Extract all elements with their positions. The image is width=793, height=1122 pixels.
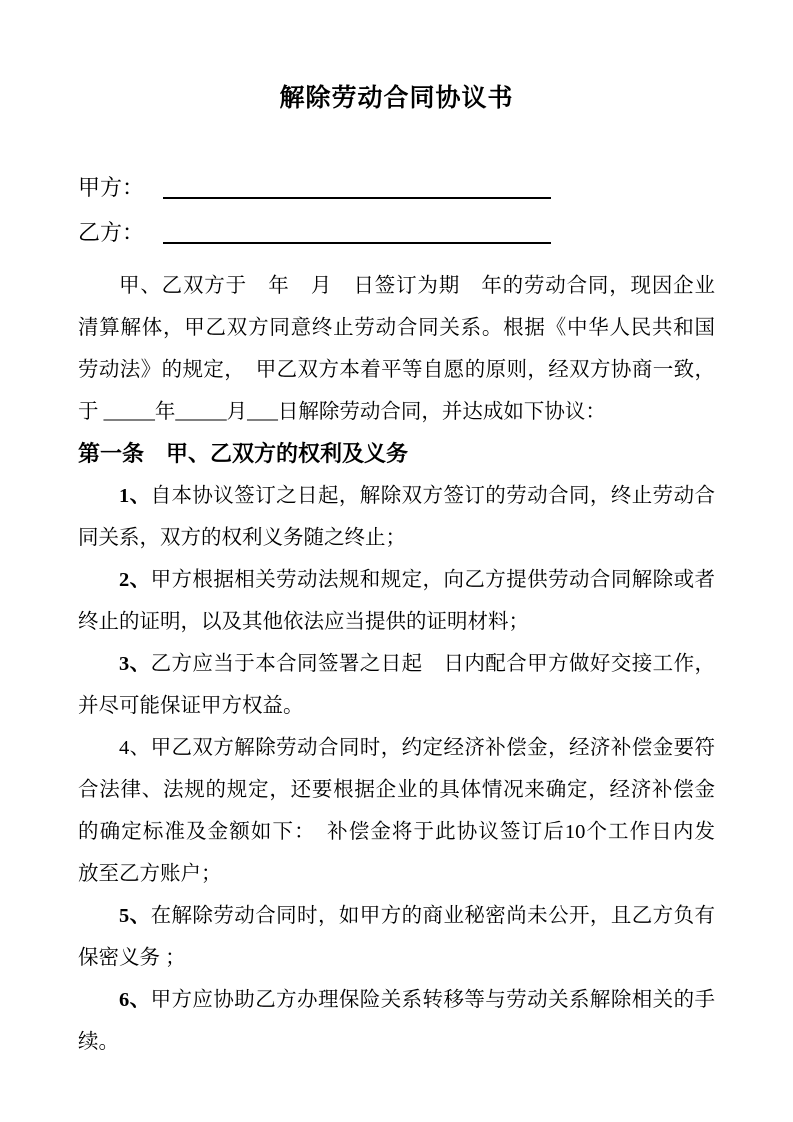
document-line: 5、在解除劳动合同时，如甲方的商业秘密尚未公开，且乙方负有: [119, 905, 716, 927]
party-b-label: 乙方：: [78, 220, 145, 245]
document-body: [78, 265, 715, 1063]
party-b-blank-line: [163, 220, 551, 244]
document-line: 于 _____年_____月___日解除劳动合同，并达成如下协议：: [78, 401, 606, 423]
document-line: 清算解体，甲乙双方同意终止劳动合同关系。根据《中华人民共和国: [78, 317, 715, 339]
document-line: 甲、乙双方于 年 月 日签订为期 年的劳动合同，现因企业: [119, 275, 715, 297]
document-line: 2、甲方根据相关劳动法规和规定，向乙方提供劳动合同解除或者: [119, 569, 716, 591]
document-line: 放至乙方账户；: [78, 863, 222, 885]
item-number: 5、: [119, 905, 151, 927]
document-line: 1、自本协议签订之日起，解除双方签订的劳动合同，终止劳动合: [119, 485, 716, 507]
item-number: 4、: [119, 737, 151, 759]
document-title: 解除劳动合同协议书: [279, 85, 514, 112]
party-a-blank-line: [163, 175, 551, 199]
item-number: 6、: [119, 989, 151, 1011]
document-line: 4、甲乙双方解除劳动合同时，约定经济补偿金，经济补偿金要符: [119, 737, 716, 759]
document-line: 的确定标准及金额如下： 补偿金将于此协议签订后10个工作日内发: [78, 821, 715, 843]
parties-section: [78, 175, 715, 244]
party-a-label: 甲方：: [78, 175, 145, 200]
document-line: 3、乙方应当于本合同签署之日起 日内配合甲方做好交接工作，: [119, 653, 716, 675]
item-number: 2、: [119, 569, 151, 591]
party-a-row: [78, 175, 715, 199]
document-line: 合法律、法规的规定，还要根据企业的具体情况来确定，经济补偿金: [78, 779, 715, 801]
document-line: 并尽可能保证甲方权益。: [78, 695, 304, 717]
document-line: 劳动法》的规定， 甲乙双方本着平等自愿的原则，经双方协商一致，: [78, 359, 715, 381]
document-line: 终止的证明，以及其他依法应当提供的证明材料；: [78, 611, 529, 633]
party-b-row: [78, 220, 715, 244]
document-line: 同关系，双方的权利义务随之终止；: [78, 527, 406, 549]
item-number: 3、: [119, 653, 151, 675]
section-heading: 第一条 甲、乙双方的权利及义务: [78, 441, 409, 466]
document-line: 保密义务 ；: [78, 947, 186, 969]
document-line: 6、甲方应协助乙方办理保险关系转移等与劳动关系解除相关的手: [119, 989, 716, 1011]
document-line: 续。: [78, 1031, 119, 1053]
item-number: 1、: [119, 485, 151, 507]
